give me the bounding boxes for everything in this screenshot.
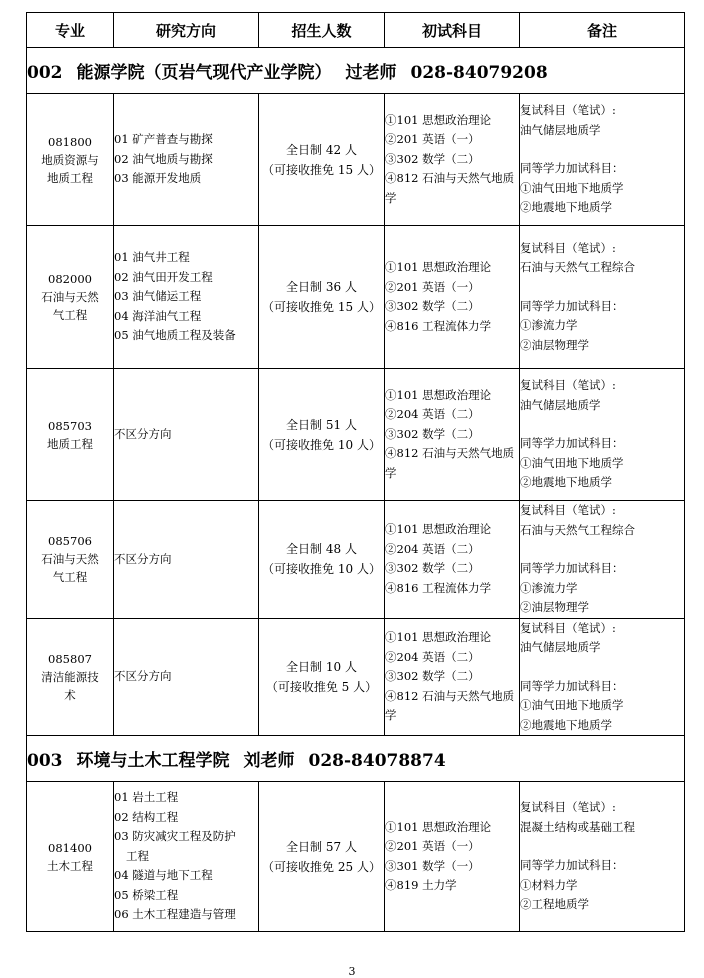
major-name: 清洁能源技 [41,669,99,684]
section-contact: 刘老师 [243,751,295,771]
extra-subject: ②地震地下地质学 [520,475,612,490]
extra-subject: ②地震地下地质学 [520,200,612,215]
section-name: 环境与土木工程学院 [76,751,230,771]
exam-cell [385,782,520,932]
retest-subject: 油气储层地质学 [520,122,601,137]
direction-cell [114,501,259,619]
exam-item: ②201 英语（一） [385,279,480,294]
notes-cell [520,369,685,501]
notes-cell [520,226,685,369]
quota-cell [259,369,385,501]
exam-item: ④812 石油与天然气地质学 [385,446,515,480]
exam-item: ②204 英语（二） [385,649,480,664]
direction-item: 03 能源开发地质 [114,171,202,186]
extra-subject: ①油气田地下地质学 [520,180,624,195]
table-row [27,94,685,226]
retest-subject: 油气储层地质学 [520,640,601,654]
extra-label: 同等学力加试科目： [520,161,624,176]
exam-item: ③302 数学（二） [385,151,480,166]
direction-item: 04 海洋油气工程 [114,308,202,323]
retest-label: 复试科目（笔试）: [520,620,616,635]
section-title [27,48,685,94]
major-name: 气工程 [52,308,88,322]
exam-item: ③302 数学（二） [385,561,480,576]
retest-subject: 混凝土结构或基础工程 [520,819,635,834]
quota-note: （可接收推免 10 人） [262,562,381,577]
major-code: 085807 [48,651,92,666]
header-notes: 备注 [520,13,685,48]
extra-label: 同等学力加试科目： [520,858,624,873]
table-row [27,782,685,932]
page-number: 3 [348,965,356,978]
quota: 全日制 51 人 [286,417,357,432]
header-quota: 招生人数 [259,13,385,48]
direction-item: 02 油气田开发工程 [114,269,213,284]
table-row [27,618,685,736]
section-name: 能源学院（页岩气现代产业学院） [76,63,332,83]
exam-item: ②201 英语（一） [385,839,480,853]
exam-cell [385,501,520,619]
quota-cell [259,618,385,736]
direction-item: 工程 [126,848,149,863]
exam-item: ①101 思想政治理论 [385,522,492,537]
major-name: 地质工程 [47,436,93,451]
exam-item: ③302 数学（二） [385,669,480,683]
exam-cell [385,618,520,736]
quota: 全日制 48 人 [286,542,357,557]
exam-cell [385,94,520,226]
major-cell [27,618,114,736]
exam-item: ②204 英语（二） [385,541,480,556]
quota-cell [259,226,385,369]
major-code: 081400 [48,840,92,855]
extra-label: 同等学力加试科目： [520,298,624,313]
major-name: 气工程 [52,570,88,585]
notes-cell [520,618,685,736]
quota: 全日制 57 人 [286,839,357,854]
exam-item: ③301 数学（一） [385,858,480,873]
section-code: 002 [27,63,63,83]
quota: 全日制 42 人 [286,142,357,157]
major-code: 085703 [48,418,92,433]
direction-item: 01 岩土工程 [114,790,179,805]
section-phone: 028-84078874 [308,751,446,771]
major-name: 术 [64,687,76,702]
exam-item: ④816 工程流体力学 [385,580,492,595]
exam-cell [385,369,520,501]
direction-cell [114,369,259,501]
quota-cell [259,501,385,619]
extra-subject: ②油层物理学 [520,600,589,614]
quota: 全日制 36 人 [286,280,357,294]
exam-item: ④812 石油与天然气地质学 [385,688,515,722]
major-code: 081800 [48,134,92,149]
exam-item: ④819 土力学 [385,878,457,892]
direction-cell [114,226,259,369]
direction-item: 不区分方向 [114,551,172,566]
notes-cell [520,94,685,226]
retest-subject: 石油与天然气工程综合 [520,260,635,275]
direction-item: 02 油气地质与勘探 [114,151,213,166]
retest-label: 复试科目（笔试）: [520,378,616,393]
exam-item: ②201 英语（一） [385,132,480,147]
exam-item: ①101 思想政治理论 [385,112,492,127]
quota-note: （可接收推免 15 人） [262,162,381,177]
section-title [27,736,685,782]
retest-subject: 石油与天然气工程综合 [520,522,635,537]
notes-cell [520,782,685,932]
extra-subject: ①渗流力学 [520,318,578,333]
retest-subject: 油气储层地质学 [520,397,601,412]
header-row [27,13,685,48]
extra-label: 同等学力加试科目： [520,678,624,693]
direction-item: 06 土木工程建造与管理 [114,907,236,922]
section-contact: 过老师 [345,63,397,83]
retest-label: 复试科目（笔试）: [520,800,616,815]
direction-item: 不区分方向 [114,669,172,683]
quota-note: （可接收推免 5 人） [265,679,378,694]
extra-subject: ①油气田地下地质学 [520,455,624,470]
quota: 全日制 10 人 [286,659,357,674]
direction-cell [114,618,259,736]
enrollment-table [26,12,685,932]
exam-item: ④812 石油与天然气地质学 [385,171,515,205]
direction-item: 不区分方向 [114,426,172,441]
major-cell [27,94,114,226]
header-exams: 初试科目 [385,13,520,48]
section-phone: 028-84079208 [410,63,548,83]
major-cell [27,369,114,501]
direction-item: 05 油气地质工程及装备 [114,328,236,343]
exam-item: ②204 英语（二） [385,407,480,422]
direction-item: 02 结构工程 [114,809,179,824]
major-name: 地质资源与 [41,152,99,167]
direction-item: 01 矿产普查与勘探 [114,132,213,147]
exam-item: ①101 思想政治理论 [385,819,492,834]
extra-subject: ②工程地质学 [520,897,589,912]
major-name: 石油与天然 [41,552,99,567]
exam-item: ③302 数学（二） [385,299,480,313]
major-name: 石油与天然 [41,290,99,304]
direction-item: 05 桥梁工程 [114,887,179,902]
direction-item: 03 防灾减灾工程及防护 [114,829,236,844]
exam-item: ④816 工程流体力学 [385,318,492,333]
table-row [27,501,685,619]
direction-cell [114,782,259,932]
direction-item: 01 油气井工程 [114,250,190,265]
retest-label: 复试科目（笔试）: [520,503,616,517]
exam-item: ①101 思想政治理论 [385,630,492,644]
exam-cell [385,226,520,369]
extra-subject: ①材料力学 [520,877,578,892]
quota-cell [259,782,385,932]
major-cell [27,226,114,369]
quota-note: （可接收推免 10 人） [262,437,381,452]
major-name: 土木工程 [47,858,93,873]
major-name: 地质工程 [47,170,93,185]
section-code: 003 [27,751,63,771]
extra-label: 同等学力加试科目： [520,436,624,451]
exam-item: ①101 思想政治理论 [385,260,492,274]
exam-item: ①101 思想政治理论 [385,387,492,402]
extra-label: 同等学力加试科目： [520,561,624,575]
major-cell [27,782,114,932]
major-code: 085706 [48,534,92,549]
major-cell [27,501,114,619]
exam-item: ③302 数学（二） [385,426,480,441]
direction-cell [114,94,259,226]
major-code: 082000 [48,272,92,286]
extra-subject: ①油气田地下地质学 [520,698,624,712]
quota-note: （可接收推免 15 人） [262,300,381,314]
header-direction: 研究方向 [114,13,259,48]
notes-cell [520,501,685,619]
extra-subject: ①渗流力学 [520,580,578,595]
retest-label: 复试科目（笔试）: [520,240,616,255]
header-major: 专业 [27,13,114,48]
quota-cell [259,94,385,226]
direction-item: 03 油气储运工程 [114,289,202,304]
quota-note: （可接收推免 25 人） [262,859,381,874]
extra-subject: ②油层物理学 [520,337,589,352]
table-row [27,369,685,501]
direction-item: 04 隧道与地下工程 [114,868,213,883]
section-row [27,48,685,94]
section-row [27,736,685,782]
table-row [27,226,685,369]
retest-label: 复试科目（笔试）: [520,103,616,118]
extra-subject: ②地震地下地质学 [520,717,612,732]
